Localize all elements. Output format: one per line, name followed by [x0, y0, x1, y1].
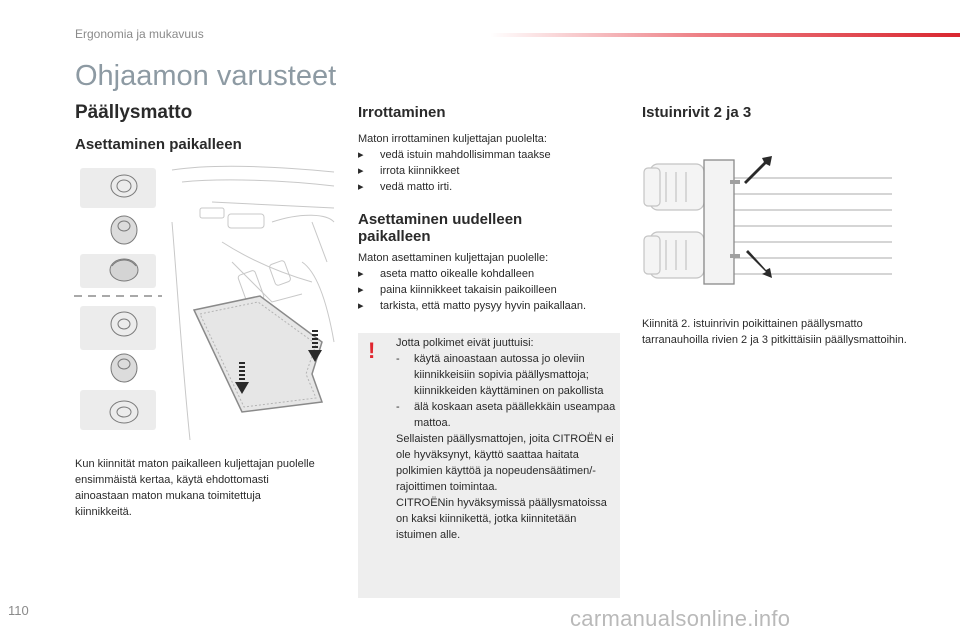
refit-heading: Asettaminen uudelleen paikalleen	[358, 211, 523, 245]
section-title: Ergonomia ja mukavuus	[75, 27, 204, 41]
removal-step: ▸ vedä istuin mahdollisimman taakse	[358, 149, 551, 161]
watermark: carmanualsonline.info	[570, 606, 791, 631]
mat-fitting-illustration	[72, 162, 338, 444]
warning-paragraph: Sellaisten päällysmattojen, joita CITROËN ei ole hyväksynyt, käyttö saattaa haitata polkimien käyttöä ja nopeudensäätimen/-rajoittimen toimintaa.	[396, 433, 614, 493]
refit-instructions	[358, 250, 620, 314]
refit-intro: Maton asettaminen kuljettajan puolelle:	[358, 252, 549, 264]
warning-item: - käytä ainoastaan autossa jo oleviin kiinnikkeisiin sopivia päällysmattoja; kiinnikkeiden käyttäminen on pakollista	[396, 353, 604, 397]
refit-step: ▸ aseta matto oikealle kohdalleen	[358, 268, 535, 280]
removal-step: ▸ vedä matto irti.	[358, 181, 453, 193]
seat-rows-caption: Kiinnitä 2. istuinrivin poikittainen päällysmatto tarranauhoilla rivien 2 ja 3 pitkittäisiin päällysmattoihin.	[642, 318, 907, 346]
fitting-subheading: Asettaminen paikalleen	[75, 136, 242, 153]
floor-mat-heading: Päällysmatto	[75, 102, 193, 123]
warning-icon: !	[368, 338, 376, 363]
warning-paragraph: CITROËNin hyväksymissä päällysmatoissa on kaksi kiinnikettä, jotka kiinnitetään istuimen alle.	[396, 497, 607, 541]
refit-step: ▸ paina kiinnikkeet takaisin paikoilleen	[358, 284, 557, 296]
warning-text	[396, 335, 618, 543]
removal-heading: Irrottaminen	[358, 104, 446, 121]
removal-intro: Maton irrottaminen kuljettajan puolelta:	[358, 133, 547, 145]
removal-step: ▸ irrota kiinnikkeet	[358, 165, 460, 177]
page-title: Ohjaamon varusteet	[75, 60, 337, 92]
refit-step: ▸ tarkista, että matto pysyy hyvin paikallaan.	[358, 300, 587, 312]
header-accent-bar	[490, 33, 960, 37]
warning-intro: Jotta polkimet eivät juuttuisi:	[396, 337, 534, 349]
fitting-caption: Kun kiinnität maton paikalleen kuljettajan puolelle ensimmäistä kertaa, käytä ehdottomasti ainoastaan maton mukana toimitettuja kiinnikkeitä.	[75, 458, 315, 518]
seat-rows-heading: Istuinrivit 2 ja 3	[642, 104, 752, 121]
warning-item: - älä koskaan aseta päällekkäin useampaa mattoa.	[396, 401, 616, 429]
removal-instructions	[358, 131, 620, 195]
seat-rows-illustration	[640, 150, 900, 290]
page-number: 110	[8, 603, 29, 618]
